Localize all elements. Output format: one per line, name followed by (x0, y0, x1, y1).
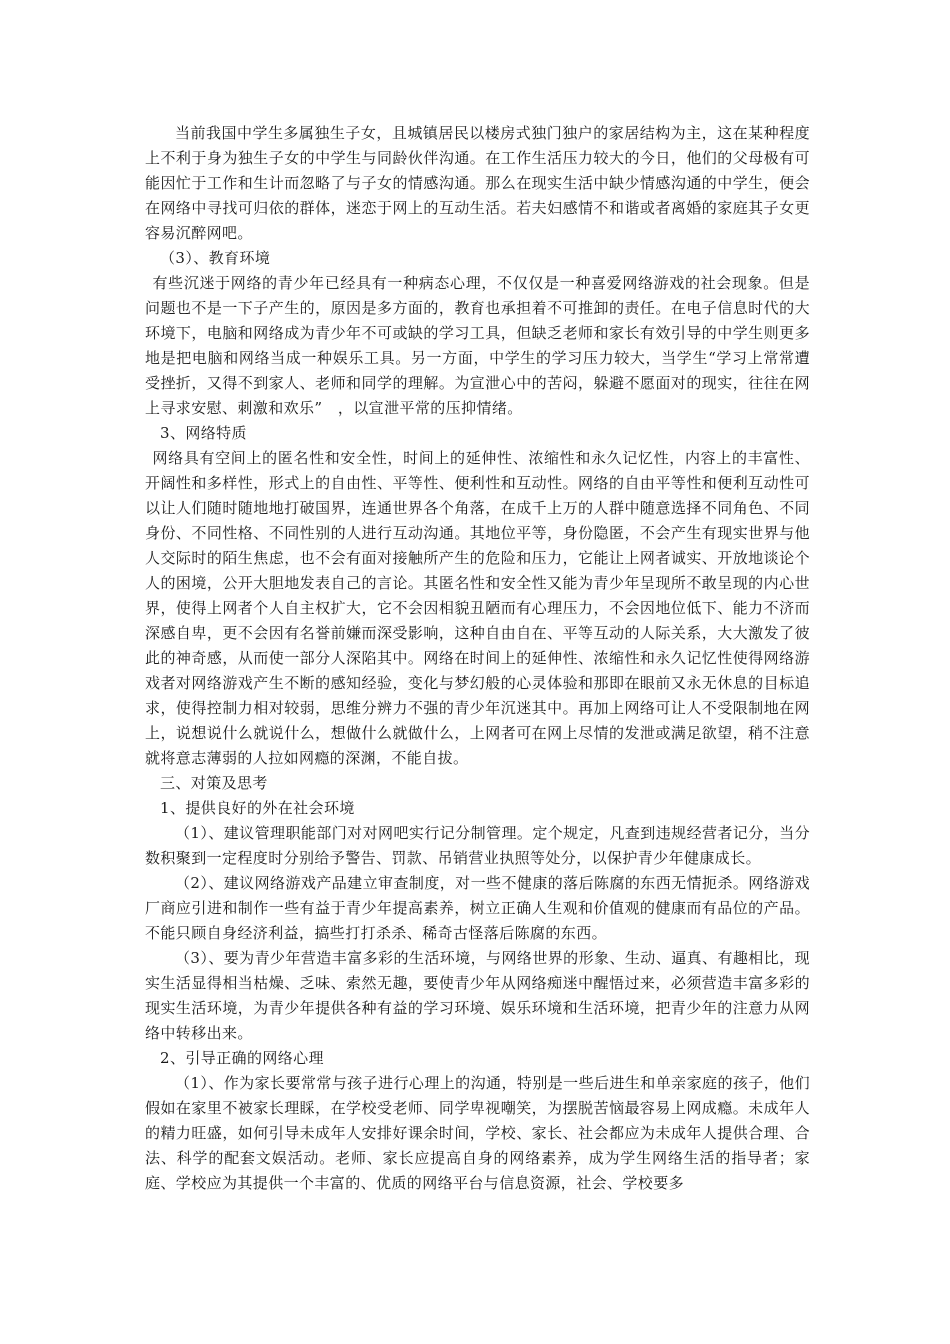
heading-network-psychology: 2、引导正确的网络心理 (160, 1049, 324, 1067)
paragraph-point-2-review: （2）、建议网络游戏产品建立审查制度，对一些不健康的落后陈腐的东西无情扼杀。网络游戏厂商应引进和制作一些有益于青少年提高素养，树立正确人生观和价值观的健康而有品位的产品。不能只顾自身经济利益，搞些打打杀杀、稀奇古怪落后陈腐的东西。 (145, 874, 810, 942)
heading-network-traits: 3、网络特质 (160, 424, 247, 442)
paragraph-education: 有些沉迷于网络的青少年已经具有一种病态心理，不仅仅是一种喜爱网络游戏的社会现象。但是问题也不是一下子产生的，原因是多方面的，教育也承担着不可推卸的责任。在电子信息时代的大环境下，电脑和网络成为青少年不可或缺的学习工具，但缺乏老师和家长有效引导的中学生则更多地是把电脑和网络当成一种娱乐工具。另一方面，中学生的学习压力较大，当学生“学习上常常遭受挫折，又得不到家人、老师和同学的理解。为宣泄心中的苦闷，躲避不愿面对的现实，往往在网上寻求安慰、刺激和欢乐” ，以宣泄平常的压抑情绪。 (145, 274, 810, 417)
document-body (145, 121, 810, 1196)
heading-countermeasures: 三、对策及思考 (160, 774, 268, 792)
heading-social-environment: 1、提供良好的外在社会环境 (160, 799, 355, 817)
paragraph-point-3-life: （3）、要为青少年营造丰富多彩的生活环境，与网络世界的形象、生动、逼真、有趣相比，现实生活显得相当枯燥、乏味、索然无趣，要使青少年从网络痴迷中醒悟过来，必须营造丰富多彩的现实生活环境，为青少年提供各种有益的学习环境、娱乐环境和生活环境，把青少年的注意力从网络中转移出来。 (145, 949, 810, 1042)
paragraph-parent-communication: （1）、作为家长要常常与孩子进行心理上的沟通，特别是一些后进生和单亲家庭的孩子，他们假如在家里不被家长理睬，在学校受老师、同学卑视嘲笑，为摆脱苦恼最容易上网成瘾。未成年人的精力旺盛，如何引导未成年人安排好课余时间，学校、家长、社会都应为未成年人提供合理、合法、科学的配套文娱活动。老师、家长应提高自身的网络素养，成为学生网络生活的指导者；家庭、学校应为其提供一个丰富的、优质的网络平台与信息资源，社会、学校要多 (145, 1074, 810, 1192)
heading-education-environment: （3）、教育环境 (160, 249, 271, 267)
paragraph-only-child-family: 当前我国中学生多属独生子女，且城镇居民以楼房式独门独户的家居结构为主，这在某种程度上不利于身为独生子女的中学生与同龄伙伴沟通。在工作生活压力较大的今日，他们的父母极有可能因忙于工作和生计而忽略了与子女的情感沟通。那么在现实生活中缺少情感沟通的中学生，便会在网络中寻找可归依的群体，迷恋于网上的互动生活。若夫妇感情不和谐或者离婚的家庭其子女更容易沉醉网吧。 (145, 124, 810, 242)
paragraph-network-traits: 网络具有空间上的匿名性和安全性，时间上的延伸性、浓缩性和永久记忆性，内容上的丰富性、开阔性和多样性，形式上的自由性、平等性、便利性和互动性。网络的自由平等性和便利互动性可以让人们随时随地地打破国界，连通世界各个角落，在成千上万的人群中随意选择不同角色、不同身份、不同性格、不同性别的人进行互动沟通。其地位平等，身份隐匿，不会产生有现实世界与他人交际时的陌生焦虑，也不会有面对接触所产生的危险和压力，它能让上网者诚实、开放地谈论个人的困境，公开大胆地发表自己的言论。其匿名性和安全性又能为青少年呈现所不敢呈现的内心世界，使得上网者个人自主权扩大，它不会因相貌丑陋而有心理压力，不会因地位低下、能力不济而深感自卑，更不会因有名誉前嫌而深受影响，这种自由自在、平等互动的人际关系，大大激发了彼此的神奇感，从而使一部分人深陷其中。网络在时间上的延伸性、浓缩性和永久记忆性使得网络游戏者对网络游戏产生不断的感知经验，变化与梦幻般的心灵体验和那即在眼前又永无休息的目标追求，使得控制力相对较弱，思维分辨力不强的青少年沉迷其中。再加上网络可让人不受限制地在网上，说想说什么就说什么，想做什么就做什么，上网者可在网上尽情的发泄或满足欲望，稍不注意就将意志薄弱的人拉如网瘾的深渊，不能自拔。 (145, 449, 810, 767)
paragraph-point-1-scoring: （1）、建议管理职能部门对对网吧实行记分制管理。定个规定，凡查到违规经营者记分，当分数积聚到一定程度时分别给予警告、罚款、吊销营业执照等处分，以保护青少年健康成长。 (145, 824, 810, 867)
